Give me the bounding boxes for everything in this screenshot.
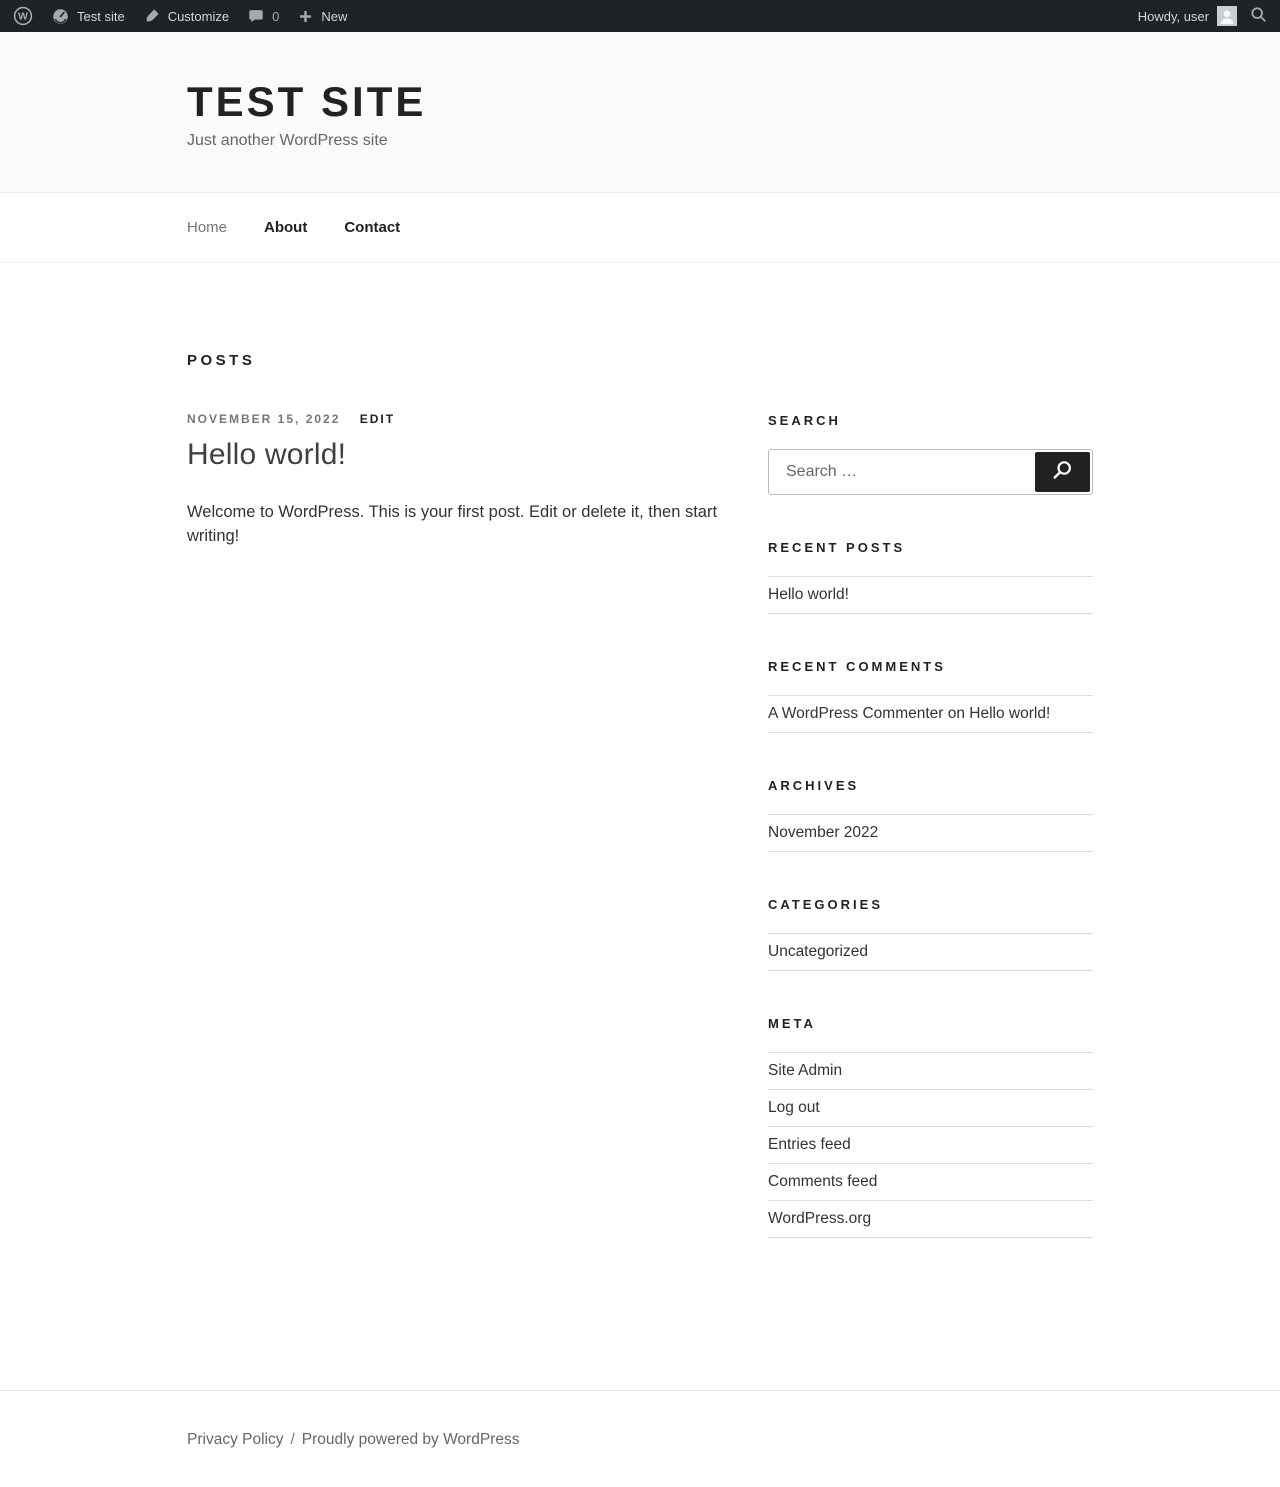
nav-link-contact[interactable]: Contact bbox=[344, 219, 401, 237]
site-title[interactable]: TEST SITE bbox=[187, 78, 427, 125]
archives-title: ARCHIVES bbox=[768, 778, 860, 794]
recent-posts-widget bbox=[768, 541, 1093, 614]
category-link[interactable]: Uncategorized bbox=[768, 943, 868, 961]
search-form bbox=[768, 449, 1093, 495]
meta-widget bbox=[768, 1017, 1093, 1238]
recent-posts-title: RECENT POSTS bbox=[768, 540, 906, 556]
search-submit-button[interactable] bbox=[1035, 452, 1090, 492]
list-item bbox=[768, 934, 1093, 971]
nav-item bbox=[264, 218, 307, 237]
list-item bbox=[768, 1053, 1093, 1090]
howdy-label: Howdy, user bbox=[1137, 8, 1209, 24]
admin-bar-site-name[interactable] bbox=[42, 0, 134, 32]
powered-by-link[interactable]: Proudly powered by WordPress bbox=[301, 1431, 520, 1449]
meta-link-log-out[interactable]: Log out bbox=[768, 1099, 820, 1117]
search-widget-title: SEARCH bbox=[768, 413, 841, 429]
primary-column bbox=[187, 353, 732, 1284]
page-title: POSTS bbox=[187, 352, 256, 370]
wordpress-logo-menu[interactable] bbox=[4, 0, 42, 32]
archive-link[interactable]: November 2022 bbox=[768, 824, 879, 842]
post-title bbox=[187, 436, 732, 474]
comments-bubble-icon bbox=[247, 7, 265, 25]
site-content bbox=[0, 263, 1280, 1390]
post-date-link[interactable]: NOVEMBER 15, 2022 bbox=[187, 412, 341, 427]
main-navigation bbox=[0, 192, 1280, 263]
archives-widget bbox=[768, 779, 1093, 852]
comment-post-link[interactable]: Hello world! bbox=[969, 705, 1051, 723]
meta-link-entries-feed[interactable]: Entries feed bbox=[768, 1136, 851, 1154]
post-article bbox=[187, 412, 732, 548]
comment-author-link[interactable]: A WordPress Commenter bbox=[768, 705, 944, 723]
nav-link-about[interactable]: About bbox=[264, 219, 308, 237]
admin-bar-comments[interactable] bbox=[238, 0, 288, 32]
meta-link-site-admin[interactable]: Site Admin bbox=[768, 1062, 843, 1080]
list-item bbox=[768, 1127, 1093, 1164]
meta-link-comments-feed[interactable]: Comments feed bbox=[768, 1173, 878, 1191]
site-tagline: Just another WordPress site bbox=[187, 132, 388, 150]
site-header bbox=[0, 32, 1280, 192]
admin-bar bbox=[0, 0, 1280, 32]
list-item bbox=[768, 1201, 1093, 1238]
admin-bar-new-label: New bbox=[321, 8, 348, 24]
nav-link-home[interactable]: Home bbox=[187, 219, 228, 237]
footer-separator: / bbox=[290, 1431, 295, 1449]
admin-bar-new[interactable] bbox=[288, 0, 356, 32]
privacy-policy-link[interactable]: Privacy Policy bbox=[187, 1431, 284, 1449]
wordpress-logo-icon bbox=[13, 6, 33, 26]
admin-bar-search[interactable] bbox=[1249, 5, 1268, 27]
site-footer bbox=[0, 1390, 1280, 1487]
recent-comments-title: RECENT COMMENTS bbox=[768, 659, 946, 675]
footer-colophon bbox=[187, 1431, 1093, 1449]
list-item bbox=[768, 815, 1093, 852]
list-item bbox=[768, 577, 1093, 614]
avatar bbox=[1217, 6, 1237, 26]
categories-widget bbox=[768, 898, 1093, 971]
post-title-link[interactable]: Hello world! bbox=[187, 438, 347, 472]
svg-text:W: W bbox=[18, 10, 28, 23]
post-body: Welcome to WordPress. This is your first post. Edit or delete it, then start writing! bbox=[187, 502, 718, 545]
customize-brush-icon bbox=[143, 7, 161, 25]
admin-bar-customize-label: Customize bbox=[167, 8, 230, 24]
meta-title: META bbox=[768, 1016, 816, 1032]
dashboard-gauge-icon bbox=[51, 7, 70, 26]
admin-bar-site-name-label: Test site bbox=[77, 8, 125, 24]
search-widget bbox=[768, 414, 1093, 495]
comment-connector: on bbox=[943, 705, 970, 723]
nav-item bbox=[187, 218, 227, 237]
categories-title: CATEGORIES bbox=[768, 897, 883, 913]
admin-bar-customize[interactable] bbox=[134, 0, 238, 32]
meta-link-wordpress-org[interactable]: WordPress.org bbox=[768, 1210, 872, 1228]
admin-bar-left bbox=[4, 0, 1138, 32]
nav-item bbox=[344, 218, 400, 237]
search-icon bbox=[1052, 460, 1073, 484]
list-item bbox=[768, 1090, 1093, 1127]
plus-icon bbox=[297, 8, 314, 25]
sidebar bbox=[768, 414, 1093, 1284]
recent-post-link[interactable]: Hello world! bbox=[768, 586, 849, 604]
recent-comments-widget bbox=[768, 660, 1093, 733]
list-item bbox=[768, 1164, 1093, 1201]
list-item bbox=[768, 696, 1093, 733]
post-edit-link[interactable]: EDIT bbox=[359, 412, 396, 427]
admin-bar-comments-count: 0 bbox=[272, 8, 280, 24]
admin-bar-my-account[interactable] bbox=[1138, 6, 1237, 26]
admin-bar-right bbox=[1138, 5, 1268, 27]
entry-meta bbox=[187, 412, 732, 426]
